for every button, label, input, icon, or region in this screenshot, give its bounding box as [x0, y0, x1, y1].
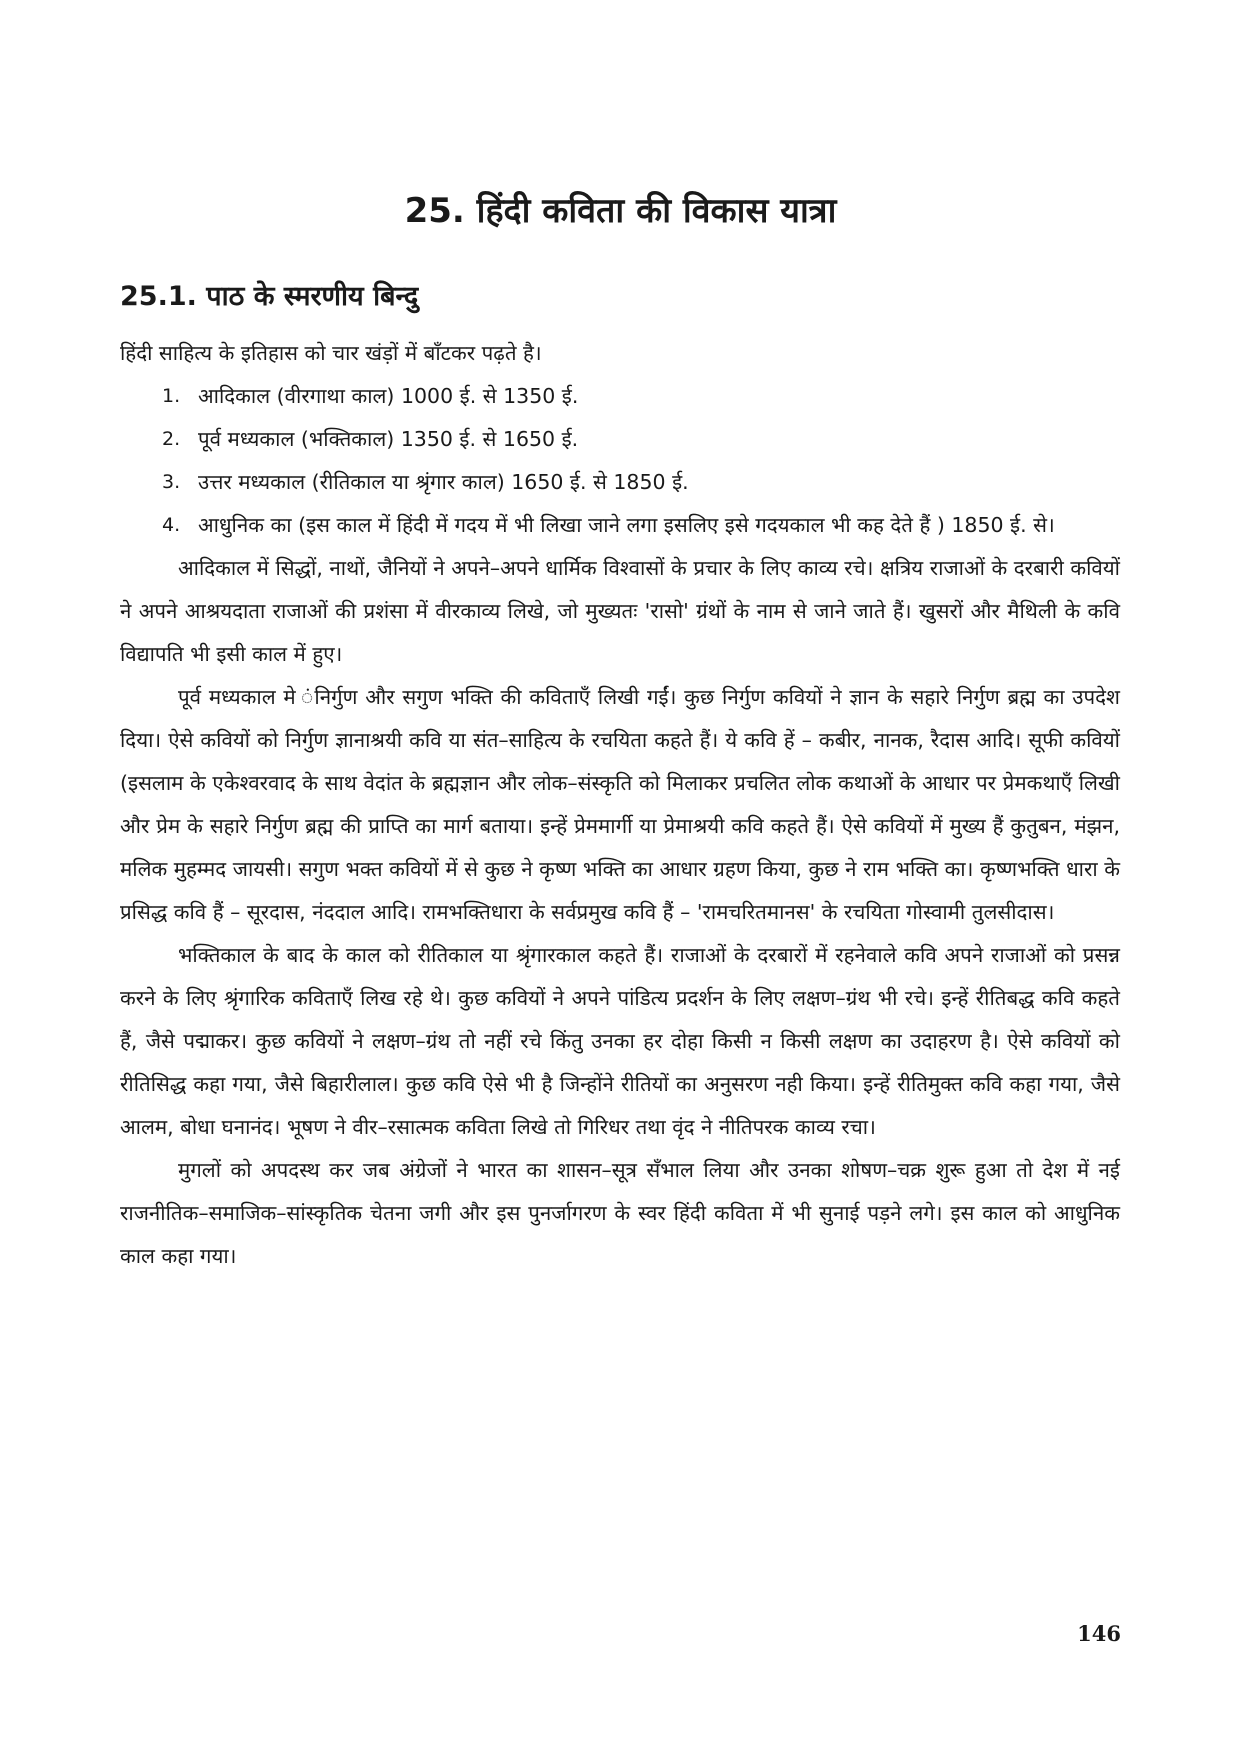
list-item [120, 461, 1120, 504]
list-item-number: 1. [162, 385, 181, 407]
list-item [120, 504, 1120, 547]
list-item [120, 375, 1120, 418]
paragraph-adikal: आदिकाल में सिद्धों, नाथों, जैनियों ने अपने–अपने धार्मिक विश्वासों के प्रचार के लिए काव्य रचे। क्षत्रिय राजाओं के दरबारी कवियों ने अपने आश्रयदाता राजाओं की प्रशंसा में वीरकाव्य लिखे, जो मुख्यतः 'रासो' ग्रंथों के नाम से जाने जाते हैं। खुसरों और मैथिली के कवि विद्यापति भी इसी काल में हुए। [120, 556, 1120, 666]
chapter-title: 25. हिंदी कविता की विकास यात्रा [404, 191, 837, 231]
page-number: 146 [1077, 1621, 1121, 1646]
list-item-number: 3. [162, 471, 181, 493]
list-item-number: 4. [162, 514, 181, 536]
list-item [120, 418, 1120, 461]
list-item-text: आधुनिक का (इस काल में हिंदी में गदय में भी लिखा जाने लगा इसलिए इसे गदयकाल भी कह देते हैं ) 1850 ई. से। [198, 513, 1055, 537]
intro-text: हिंदी साहित्य के इतिहास को चार खंड़ों में बाँटकर पढ़ते है। [120, 341, 542, 365]
main-content [120, 332, 1120, 1278]
paragraph-ritikal: भक्तिकाल के बाद के काल को रीतिकाल या श्रृंगारकाल कहते हैं। राजाओं के दरबारों में रहनेवाले कवि अपने राजाओं को प्रसन्न करने के लिए श्रृंगारिक कविताएँ लिख रहे थे। कुछ कवियों ने अपने पांडित्य प्रदर्शन के लिए लक्षण–ग्रंथ भी रचे। इन्हें रीतिबद्ध कवि कहते हैं, जैसे पद्माकर। कुछ कवियों ने लक्षण–ग्रंथ तो नहीं रचे किंतु उनका हर दोहा किसी न किसी लक्षण का उदाहरण है। ऐसे कवियों को रीतिसिद्ध कहा गया, जैसे बिहारीलाल। कुछ कवि ऐसे भी है जिन्होंने रीतियों का अनुसरण नही किया। इन्हें रीतिमुक्त कवि कहा गया, जैसे आलम, बोधा घनानंद। भूषण ने वीर–रसात्मक कविता लिखे तो गिरिधर तथा वृंद ने नीतिपरक काव्य रचा। [120, 943, 1120, 1139]
paragraph-bhaktikal: पूर्व मध्यकाल मे ंनिर्गुण और सगुण भक्ति की कविताएँ लिखी गईं। कुछ निर्गुण कवियों ने ज्ञान के सहारे निर्गुण ब्रह्म का उपदेश दिया। ऐसे कवियों को निर्गुण ज्ञानाश्रयी कवि या संत–साहित्य के रचयिता कहते हैं। ये कवि हें – कबीर, नानक, रैदास आदि। सूफी कवियों (इसलाम के एकेश्वरवाद के साथ वेदांत के ब्रह्मज्ञान और लोक–संस्कृति को मिलाकर प्रचलित लोक कथाओं के आधार पर प्रेमकथाएँ लिखी और प्रेम के सहारे निर्गुण ब्रह्म की प्राप्ति का मार्ग बताया। इन्हें प्रेममार्गी या प्रेमाश्रयी कवि कहते हैं। ऐसे कवियों में मुख्य हैं कुतुबन, मंझन, मलिक मुहम्मद जायसी। सगुण भक्त कवियों में से कुछ ने कृष्ण भक्ति का आधार ग्रहण किया, कुछ ने राम भक्ति का। कृष्णभक्ति धारा के प्रसिद्ध कवि हैं – सूरदास, नंददाल आदि। रामभक्तिधारा के सर्वप्रमुख कवि हैं – 'रामचरितमानस' के रचयिता गोस्वामी तुलसीदास। [120, 685, 1120, 924]
paragraph-adhunik-kal: मुगलों को अपदस्थ कर जब अंग्रेजों ने भारत का शासन–सूत्र सँभाल लिया और उनका शोषण–चक्र शुरू हुआ तो देश में नई राजनीतिक–समाजिक–सांस्कृतिक चेतना जगी और इस पुनर्जागरण के स्वर हिंदी कविता में भी सुनाई पड़ने लगे। इस काल को आधुनिक काल कहा गया। [120, 1158, 1120, 1268]
section-heading: 25.1. पाठ के स्मरणीय बिन्दु [120, 281, 419, 312]
list-item-number: 2. [162, 428, 181, 450]
list-item-text: उत्तर मध्यकाल (रीतिकाल या श्रृंगार काल) 1650 ई. से 1850 ई. [198, 470, 689, 494]
period-list [120, 375, 1120, 547]
list-item-text: आदिकाल (वीरगाथा काल) 1000 ई. से 1350 ई. [198, 384, 579, 408]
list-item-text: पूर्व मध्यकाल (भक्तिकाल) 1350 ई. से 1650 ई. [198, 427, 579, 451]
